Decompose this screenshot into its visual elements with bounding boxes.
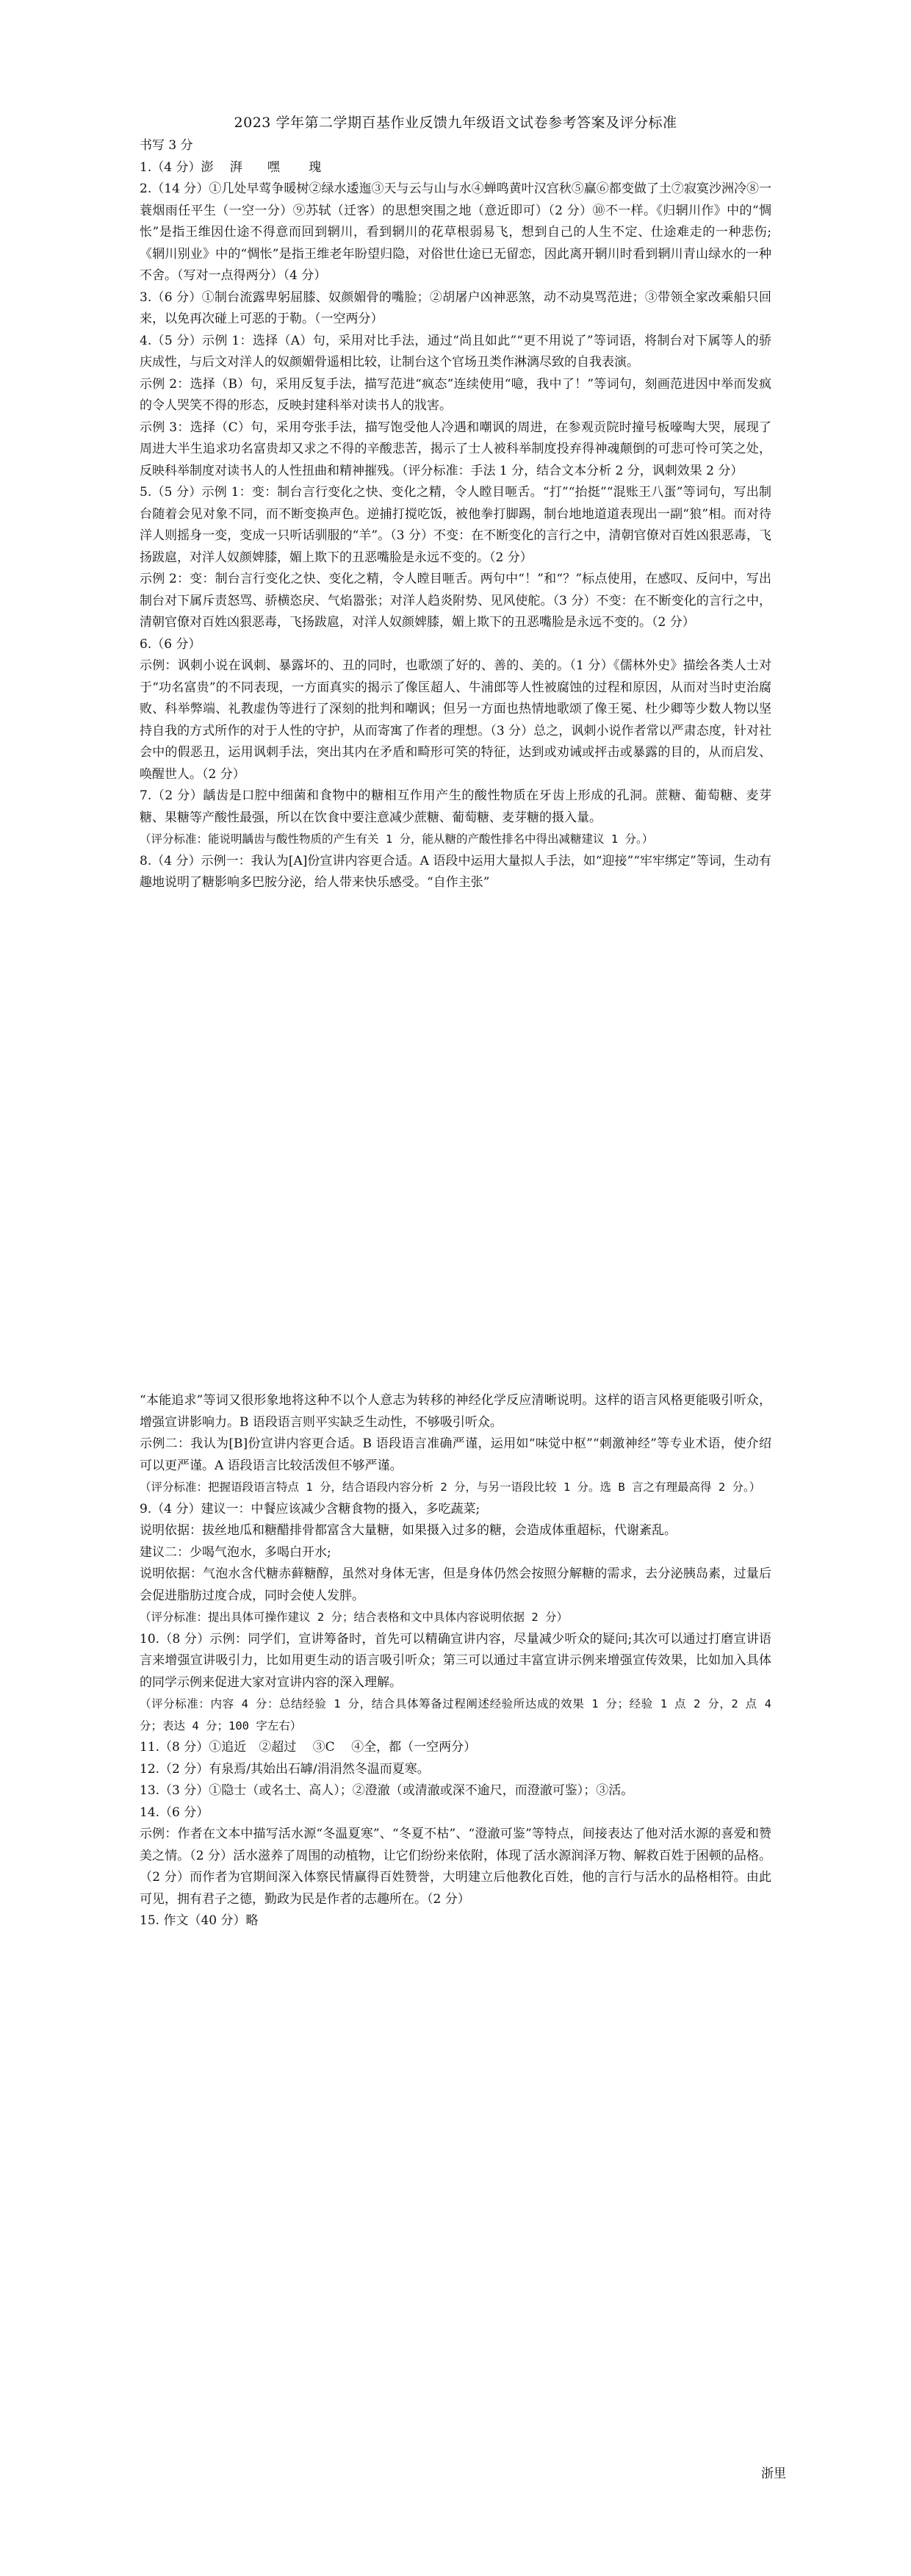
answer-1: 1.（4 分）澎 湃 嘿 瑰 — [140, 159, 322, 175]
answer-6-example: 示例：讽刺小说在讽刺、暴露坏的、丑的同时，也歌颂了好的、善的、美的。（1 分）《儒林外史》描绘各类人士对于“功名富贵”的不同表现，一方面真实的揭示了像匡超人、牛浦郎等人性被腐蚀的过程和原因，从而对当时吏治腐败、科举弊端、礼教虚伪等进行了深刻的批判和嘲讽；但另一方面也热情地歌颂了像王冕、杜少卿等少数人物以坚持自我的方式所作的对于人性的守护，从而寄寓了作者的理想。（3 分）总之，讽刺小说作者常以严肃态度，针对社会中的假恶丑，运用讽刺手法，突出其内在矛盾和畸形可笑的特征，达到或劝诫或抨击或暴露的目的，从而启发、唤醒世人。（2 分） — [140, 658, 771, 782]
document-title: 2023 学年第二学期百基作业反馈九年级语文试卷参考答案及评分标准 — [234, 115, 677, 131]
answer-5-example-1: 5.（5 分）示例 1：变：制台言行变化之快、变化之精，令人瞠目咂舌。“打”“抬挺”“混账王八蛋”等词句，写出制台随着会见对象不同，而不断变换声色。逆捕打搅吃饭，被他拳打脚踢，制台地地道道表现出一副“狼”相。而对待洋人则摇身一变，变成一只听话驯服的“羊”。（3 分）不变：在不断变化的言行之中，清朝官僚对百姓凶狠恶毒，飞扬跋扈，对洋人奴颜婢膝，媚上欺下的丑恶嘴脸是永远不变的。（2 分） — [140, 485, 771, 565]
answer-4-example-1: 4.（5 分）示例 1：选择（A）句，采用对比手法，通过“尚且如此”“更不用说了”等词语，将制台对下属等人的骄庆成性，与后文对洋人的奴颜媚骨遥相比较，让制台这个官场丑类作淋漓尽致的自我表演。 — [140, 333, 771, 370]
answer-7: 7.（2 分）龋齿是口腔中细菌和食物中的糖相互作用产生的酸性物质在牙齿上形成的孔洞。蔗糖、葡萄糖、麦芽糖、果糖等产酸性最强，所以在饮食中要注意减少蔗糖、葡萄糖、麦芽糖的摄入量。 — [140, 788, 771, 825]
answer-11: 11.（8 分）①追近 ②超过 ③C ④全，都（一空两分） — [140, 1740, 477, 1755]
scoring-note-9: （评分标准：提出具体可操作建议 2 分；结合表格和文中具体内容说明依据 2 分） — [140, 1611, 568, 1624]
answer-4-example-3: 示例 3：选择（C）句，采用夸张手法，描写饱受他人冷遇和嘲讽的周进，在参观贡院时撞号板嚎啕大哭，展现了周进大半生追求功名富贵却又求之不得的辛酸悲苦，揭示了士人被科举制度投弃得神魂颠倒的可悲可怜可笑之处，反映科举制度对读书人的人性扭曲和精神摧残。（评分标准：手法 1 分，结合文本分析 2 分，讽刺效果 2 分） — [140, 420, 771, 478]
scoring-note-8: （评分标准：把握语段语言特点 1 分，结合语段内容分析 2 分，与另一语段比较 1 分。选 B 言之有理最高得 2 分。） — [140, 1481, 761, 1494]
answer-12: 12.（2 分）有泉焉/其始出石罅/涓涓然冬温而夏寒。 — [140, 1761, 430, 1777]
answer-14-example: 示例：作者在文本中描写活水源“冬温夏寒”、“冬夏不枯”、“澄澈可鉴”等特点，间接表达了他对活水源的喜爱和赞美之情。（2 分）活水滋养了周围的动植物，让它们纷纷来依附，体现了活水源润泽万物、解救百姓于困顿的品格。（2 分）而作者为官期间深入体察民情赢得百姓赞誉，大明建立后他教化百姓，他的言行与活水的品格相符。由此可见，拥有君子之德，勤政为民是作者的志趣所在。（2 分） — [140, 1827, 771, 1907]
answer-6-heading: 6.（6 分） — [140, 636, 201, 652]
answer-9-basis-1: 说明依据：拔丝地瓜和糖醋排骨都富含大量糖，如果摄入过多的糖，会造成体重超标，代谢紊乱。 — [140, 1523, 677, 1538]
page-mark: 浙里 — [761, 2467, 786, 2481]
answer-9: 9.（4 分）建议一：中餐应该减少含糖食物的摄入，多吃蔬菜; — [140, 1501, 480, 1517]
answer-8-start: 8.（4 分）示例一：我认为[A]份宣讲内容更合适。A 语段中运用大量拟人手法，如“迎接”“牢牢绑定”等词，生动有趣地说明了糖影响多巴胺分泌，给人带来快乐感受。“自作主张” — [140, 853, 771, 890]
answer-8-example-2: 示例二：我认为[B]份宣讲内容更合适。B 语段语言准确严谨，运用如“味觉中枢”“刺激神经”等专业术语，使介绍可以更严谨。A 语段语言比较活泼但不够严谨。 — [140, 1436, 771, 1473]
lower-answers — [140, 1390, 771, 1932]
answer-3: 3.（6 分）①制台流露卑躬屈膝、奴颜媚骨的嘴脸；②胡屠户凶神恶煞，动不动臭骂范进；③带领全家改乘船只回来，以免再次碰上可恶的于勒。（一空两分） — [140, 289, 771, 326]
answer-13: 13.（3 分）①隐士（或名士、高人）；②澄澈（或清澈或深不逾尺，而澄澈可鉴）；③活。 — [140, 1783, 634, 1798]
answer-5-example-2: 示例 2：变：制台言行变化之快、变化之精，令人瞠目咂舌。两句中“！”和“？”标点使用，在感叹、反问中，写出制台对下属斥责怒骂、骄横恣戾、气焰嚣张；对洋人趋炎附势、见风使舵。（3 分）不变：在不断变化的言行之中，清朝官僚对百姓凶狠恶毒，飞扬跋扈，对洋人奴颜婢膝，媚上欺下的丑恶嘴脸是永远不变的。（2 分） — [140, 572, 771, 630]
scoring-note-7: （评分标准：能说明龋齿与酸性物质的产生有关 1 分，能从糖的产酸性排名中得出减糖建议 1 分。） — [140, 832, 654, 846]
answer-10: 10.（8 分）示例：同学们，宣讲筹备时，首先可以精确宣讲内容，尽量减少听众的疑问;其次可以通过打磨宣讲语言来增强宣讲吸引力，比如用更生动的语言吸引听众；第三可以通过丰富宣讲示例来增强宣传效果，比如加入具体的同学示例来促进大家对宣讲内容的深入理解。 — [140, 1631, 771, 1690]
writing-score-line: 书写 3 分 — [140, 138, 193, 153]
answer-15: 15. 作文（40 分）略 — [140, 1913, 259, 1928]
answer-9-suggestion-2: 建议二：少喝气泡水，多喝白开水; — [140, 1544, 331, 1560]
answer-2: 2.（14 分）①几处早莺争暖树②绿水逶迤③天与云与山与水④蝉鸣黄叶汉宫秋⑤赢⑥都变做了土⑦寂寞沙洲冷⑧一蓑烟雨任平生（一空一分）⑨苏轼（迁客）的思想突围之地（意近即可）（2 分）⑩不一样。《归辋川作》中的“惆怅”是指王维因仕途不得意而回到辋川，看到辋川的花草根弱易飞，想到自己的人生不定、仕途难走的一种悲伤;《辋川别业》中的“惆怅”是指王维老年盼望归隐，对俗世仕途已无留恋，因此离开辋川时看到辋川青山绿水的一种不舍。（写对一点得两分）（4 分） — [140, 181, 771, 283]
upper-answers — [140, 135, 771, 894]
answer-8-continued: “本能追求”等词又很形象地将这种不以个人意志为转移的神经化学反应清晰说明。这样的语言风格更能吸引听众，增强宣讲影响力。B 语段语言则平实缺乏生动性，不够吸引听众。 — [140, 1393, 771, 1430]
answer-9-basis-2: 说明依据：气泡水含代糖赤藓糖醇，虽然对身体无害，但是身体仍然会按照分解糖的需求，去分泌胰岛素，过量后会促进脂肪过度合成，同时会使人发胖。 — [140, 1566, 771, 1603]
answer-4-example-2: 示例 2：选择（B）句，采用反复手法，描写范进“疯态”连续使用“噫，我中了！”等词句，刻画范进因中举而发疯的令人哭笑不得的形态，反映封建科举对读书人的戕害。 — [140, 376, 771, 413]
answer-14-heading: 14.（6 分） — [140, 1805, 209, 1820]
scoring-note-10: （评分标准：内容 4 分：总结经验 1 分，结合具体筹备过程阐述经验所达成的效果 1 分；经验 1 点 2 分，2 点 4 分；表达 4 分；100 字左右） — [140, 1697, 771, 1733]
